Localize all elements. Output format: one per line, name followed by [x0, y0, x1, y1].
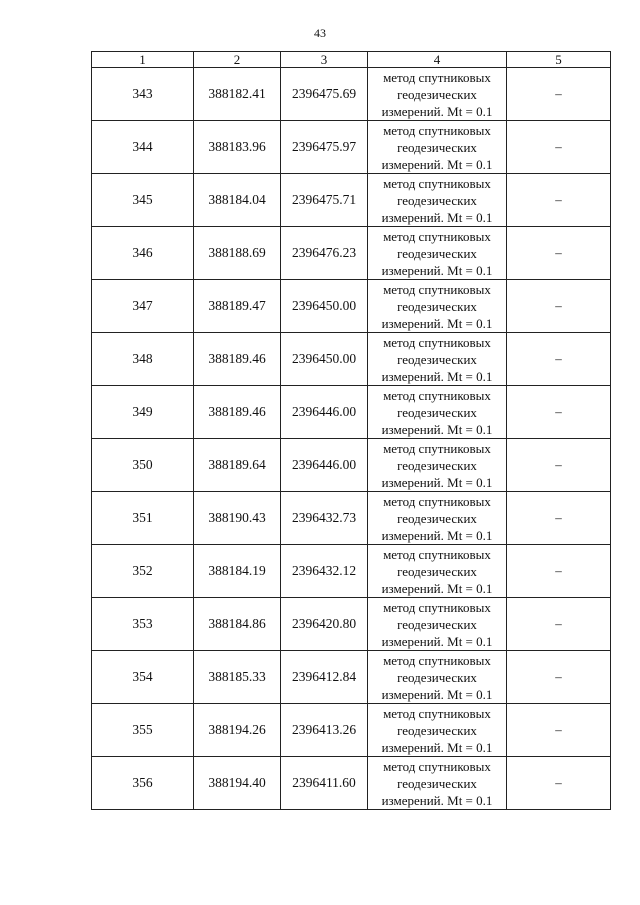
method-cell-text: метод спутниковых геодезических измерений. Mt = 0.1 — [381, 175, 493, 225]
x-coordinate-cell: 388189.64 — [194, 439, 281, 492]
x-coordinate-cell: 388189.46 — [194, 386, 281, 439]
point-number-cell: 355 — [92, 704, 194, 757]
table-row — [92, 386, 611, 439]
method-cell — [368, 598, 507, 651]
method-cell-text: метод спутниковых геодезических измерений. Mt = 0.1 — [381, 652, 493, 702]
y-coordinate-cell: 2396432.12 — [281, 545, 368, 598]
table-row — [92, 704, 611, 757]
note-cell-text: – — [555, 298, 562, 313]
note-cell-text: – — [555, 616, 562, 631]
note-cell — [507, 68, 611, 121]
method-cell-text: метод спутниковых геодезических измерений. Mt = 0.1 — [381, 228, 493, 278]
point-number-cell: 350 — [92, 439, 194, 492]
method-cell — [368, 704, 507, 757]
table-row — [92, 68, 611, 121]
x-coordinate-cell: 388182.41 — [194, 68, 281, 121]
note-cell-text: – — [555, 139, 562, 154]
y-coordinate-cell: 2396420.80 — [281, 598, 368, 651]
table-body — [92, 52, 611, 810]
method-cell-text: метод спутниковых геодезических измерений. Mt = 0.1 — [381, 493, 493, 543]
method-cell — [368, 439, 507, 492]
method-cell-text: метод спутниковых геодезических измерений. Mt = 0.1 — [381, 758, 493, 808]
y-coordinate-cell: 2396432.73 — [281, 492, 368, 545]
note-cell-text: – — [555, 457, 562, 472]
note-cell-text: – — [555, 775, 562, 790]
header-cell-5: 5 — [507, 52, 611, 68]
table-row — [92, 174, 611, 227]
y-coordinate-cell: 2396450.00 — [281, 280, 368, 333]
method-cell-text: метод спутниковых геодезических измерений. Mt = 0.1 — [381, 546, 493, 596]
method-cell — [368, 492, 507, 545]
x-coordinate-cell: 388185.33 — [194, 651, 281, 704]
method-cell — [368, 280, 507, 333]
y-coordinate-cell: 2396475.97 — [281, 121, 368, 174]
note-cell-text: – — [555, 351, 562, 366]
x-coordinate-cell: 388188.69 — [194, 227, 281, 280]
y-coordinate-cell: 2396446.00 — [281, 386, 368, 439]
note-cell — [507, 757, 611, 810]
table-row — [92, 492, 611, 545]
note-cell-text: – — [555, 510, 562, 525]
x-coordinate-cell: 388190.43 — [194, 492, 281, 545]
note-cell — [507, 492, 611, 545]
note-cell-text: – — [555, 669, 562, 684]
method-cell — [368, 386, 507, 439]
table-row — [92, 439, 611, 492]
point-number-cell: 344 — [92, 121, 194, 174]
page-number: 43 — [314, 26, 326, 40]
table-row — [92, 651, 611, 704]
method-cell — [368, 174, 507, 227]
note-cell — [507, 333, 611, 386]
note-cell-text: – — [555, 722, 562, 737]
method-cell-text: метод спутниковых геодезических измерений. Mt = 0.1 — [381, 334, 493, 384]
y-coordinate-cell: 2396446.00 — [281, 439, 368, 492]
table-row — [92, 333, 611, 386]
note-cell — [507, 280, 611, 333]
note-cell-text: – — [555, 245, 562, 260]
note-cell — [507, 651, 611, 704]
x-coordinate-cell: 388184.86 — [194, 598, 281, 651]
point-number-cell: 353 — [92, 598, 194, 651]
method-cell — [368, 651, 507, 704]
method-cell-text: метод спутниковых геодезических измерений. Mt = 0.1 — [381, 281, 493, 331]
point-number-cell: 345 — [92, 174, 194, 227]
point-number-cell: 347 — [92, 280, 194, 333]
method-cell — [368, 121, 507, 174]
point-number-cell: 356 — [92, 757, 194, 810]
y-coordinate-cell: 2396411.60 — [281, 757, 368, 810]
y-coordinate-cell: 2396412.84 — [281, 651, 368, 704]
note-cell — [507, 439, 611, 492]
point-number-cell: 346 — [92, 227, 194, 280]
method-cell-text: метод спутниковых геодезических измерений. Mt = 0.1 — [381, 69, 493, 119]
header-cell-3: 3 — [281, 52, 368, 68]
y-coordinate-cell: 2396475.69 — [281, 68, 368, 121]
x-coordinate-cell: 388184.19 — [194, 545, 281, 598]
note-cell — [507, 545, 611, 598]
table-row — [92, 227, 611, 280]
method-cell-text: метод спутниковых геодезических измерений. Mt = 0.1 — [381, 440, 493, 490]
header-cell-2: 2 — [194, 52, 281, 68]
note-cell-text: – — [555, 86, 562, 101]
note-cell — [507, 386, 611, 439]
note-cell — [507, 704, 611, 757]
note-cell — [507, 174, 611, 227]
y-coordinate-cell: 2396450.00 — [281, 333, 368, 386]
x-coordinate-cell: 388194.40 — [194, 757, 281, 810]
note-cell — [507, 227, 611, 280]
method-cell — [368, 68, 507, 121]
y-coordinate-cell: 2396475.71 — [281, 174, 368, 227]
x-coordinate-cell: 388183.96 — [194, 121, 281, 174]
point-number-cell: 348 — [92, 333, 194, 386]
x-coordinate-cell: 388189.47 — [194, 280, 281, 333]
method-cell-text: метод спутниковых геодезических измерений. Mt = 0.1 — [381, 599, 493, 649]
table-header-row — [92, 52, 611, 68]
y-coordinate-cell: 2396476.23 — [281, 227, 368, 280]
coordinates-table — [91, 51, 611, 810]
table-row — [92, 757, 611, 810]
method-cell — [368, 545, 507, 598]
point-number-cell: 343 — [92, 68, 194, 121]
method-cell-text: метод спутниковых геодезических измерений. Mt = 0.1 — [381, 387, 493, 437]
point-number-cell: 349 — [92, 386, 194, 439]
point-number-cell: 354 — [92, 651, 194, 704]
table-row — [92, 280, 611, 333]
note-cell — [507, 121, 611, 174]
point-number-cell: 351 — [92, 492, 194, 545]
x-coordinate-cell: 388189.46 — [194, 333, 281, 386]
header-cell-4: 4 — [368, 52, 507, 68]
table-row — [92, 598, 611, 651]
method-cell-text: метод спутниковых геодезических измерений. Mt = 0.1 — [381, 705, 493, 755]
header-cell-1: 1 — [92, 52, 194, 68]
note-cell-text: – — [555, 192, 562, 207]
note-cell-text: – — [555, 404, 562, 419]
note-cell-text: – — [555, 563, 562, 578]
table-row — [92, 545, 611, 598]
method-cell — [368, 227, 507, 280]
table-row — [92, 121, 611, 174]
method-cell — [368, 757, 507, 810]
y-coordinate-cell: 2396413.26 — [281, 704, 368, 757]
point-number-cell: 352 — [92, 545, 194, 598]
x-coordinate-cell: 388184.04 — [194, 174, 281, 227]
note-cell — [507, 598, 611, 651]
x-coordinate-cell: 388194.26 — [194, 704, 281, 757]
method-cell — [368, 333, 507, 386]
method-cell-text: метод спутниковых геодезических измерений. Mt = 0.1 — [381, 122, 493, 172]
